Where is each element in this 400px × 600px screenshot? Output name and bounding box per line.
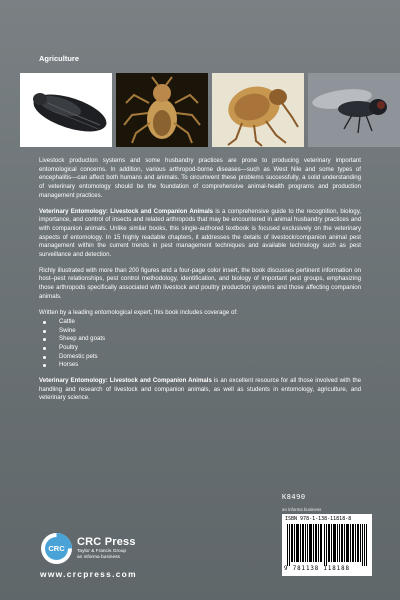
- description: [39, 157, 361, 410]
- list-item: Poultry: [39, 344, 361, 353]
- fly-photo: [308, 73, 400, 147]
- barcode-icon: [287, 524, 367, 566]
- svg-text:CRC: CRC: [48, 544, 65, 554]
- category-label: Agriculture: [39, 54, 80, 63]
- isbn-barcode-box: [282, 514, 372, 576]
- photo-strip: [20, 73, 400, 147]
- publisher-website: www.crcpress.com: [40, 569, 137, 579]
- catalog-code: K8490: [282, 493, 306, 501]
- paragraph-coverage: Written by a leading entomological expert, this book includes coverage of:: [39, 308, 238, 316]
- flea-photo: [212, 73, 304, 147]
- book-title-bold: Veterinary Entomology: Livestock and Companion Animals: [39, 376, 212, 384]
- list-item: Swine: [39, 327, 361, 336]
- paragraph-summary: Veterinary Entomology: Livestock and Companion Animals is a comprehensive guide to the recognition, biology, importance, and control of insects and related arthropods that may be encountered in animal husbandry practices and with companion animals. Unlike similar books, this single-authored textbook is focused exclusively on the veterinary aspects of entomology. In 15 highly readable chapters, it addresses the details of livestock/companion animal pest management within the current trends in pest management techniques and available technology such as pest surveillance and detection.: [39, 207, 361, 259]
- publisher-group: Taylor & Francis Group: [77, 549, 127, 554]
- publisher-name: CRC Press: [77, 536, 136, 548]
- isbn-text: ISBN 978-1-138-11818-8: [285, 516, 352, 522]
- larva-photo: [20, 73, 112, 147]
- paragraph-audience: Veterinary Entomology: Livestock and Companion Animals is an excellent resource for all those involved with the handling and research of livestock and companion animals, as well as students in entomology, agriculture, and veterinary science.: [39, 376, 361, 402]
- coverage-list: [39, 318, 361, 370]
- barcode-digits: 9 781138 118188: [284, 566, 350, 572]
- list-item: Cattle: [39, 318, 361, 327]
- louse-photo: [116, 73, 208, 147]
- list-item: Domestic pets: [39, 353, 361, 362]
- list-item: Horses: [39, 361, 361, 370]
- list-item: Sheep and goats: [39, 335, 361, 344]
- informa-tagline: an informa business: [282, 507, 322, 512]
- crc-logo-icon: [40, 532, 73, 565]
- book-title-bold: Veterinary Entomology: Livestock and Companion Animals: [39, 207, 214, 215]
- publisher-tagline: an informa business: [77, 555, 120, 560]
- paragraph-intro: Livestock production systems and some husbandry practices are prone to producing veterinary important entomological concerns. In addition, various arthropod-borne diseases—such as West Nile and some types of encephalitis—can affect both humans and animals. To circumvent these problems successfully, a solid understanding of veterinary entomology should be the foundation of comprehensive animal-health programs and production management practices.: [39, 157, 361, 199]
- paragraph-illustrations: Richly illustrated with more than 200 figures and a four-page color insert, the book discusses pertinent information on host–pest relationships, pest control methodology, identification, and biology of important pest groups, emphasizing those arthropods specifically associated with livestock and poultry production systems and those affecting companion animals.: [39, 266, 361, 300]
